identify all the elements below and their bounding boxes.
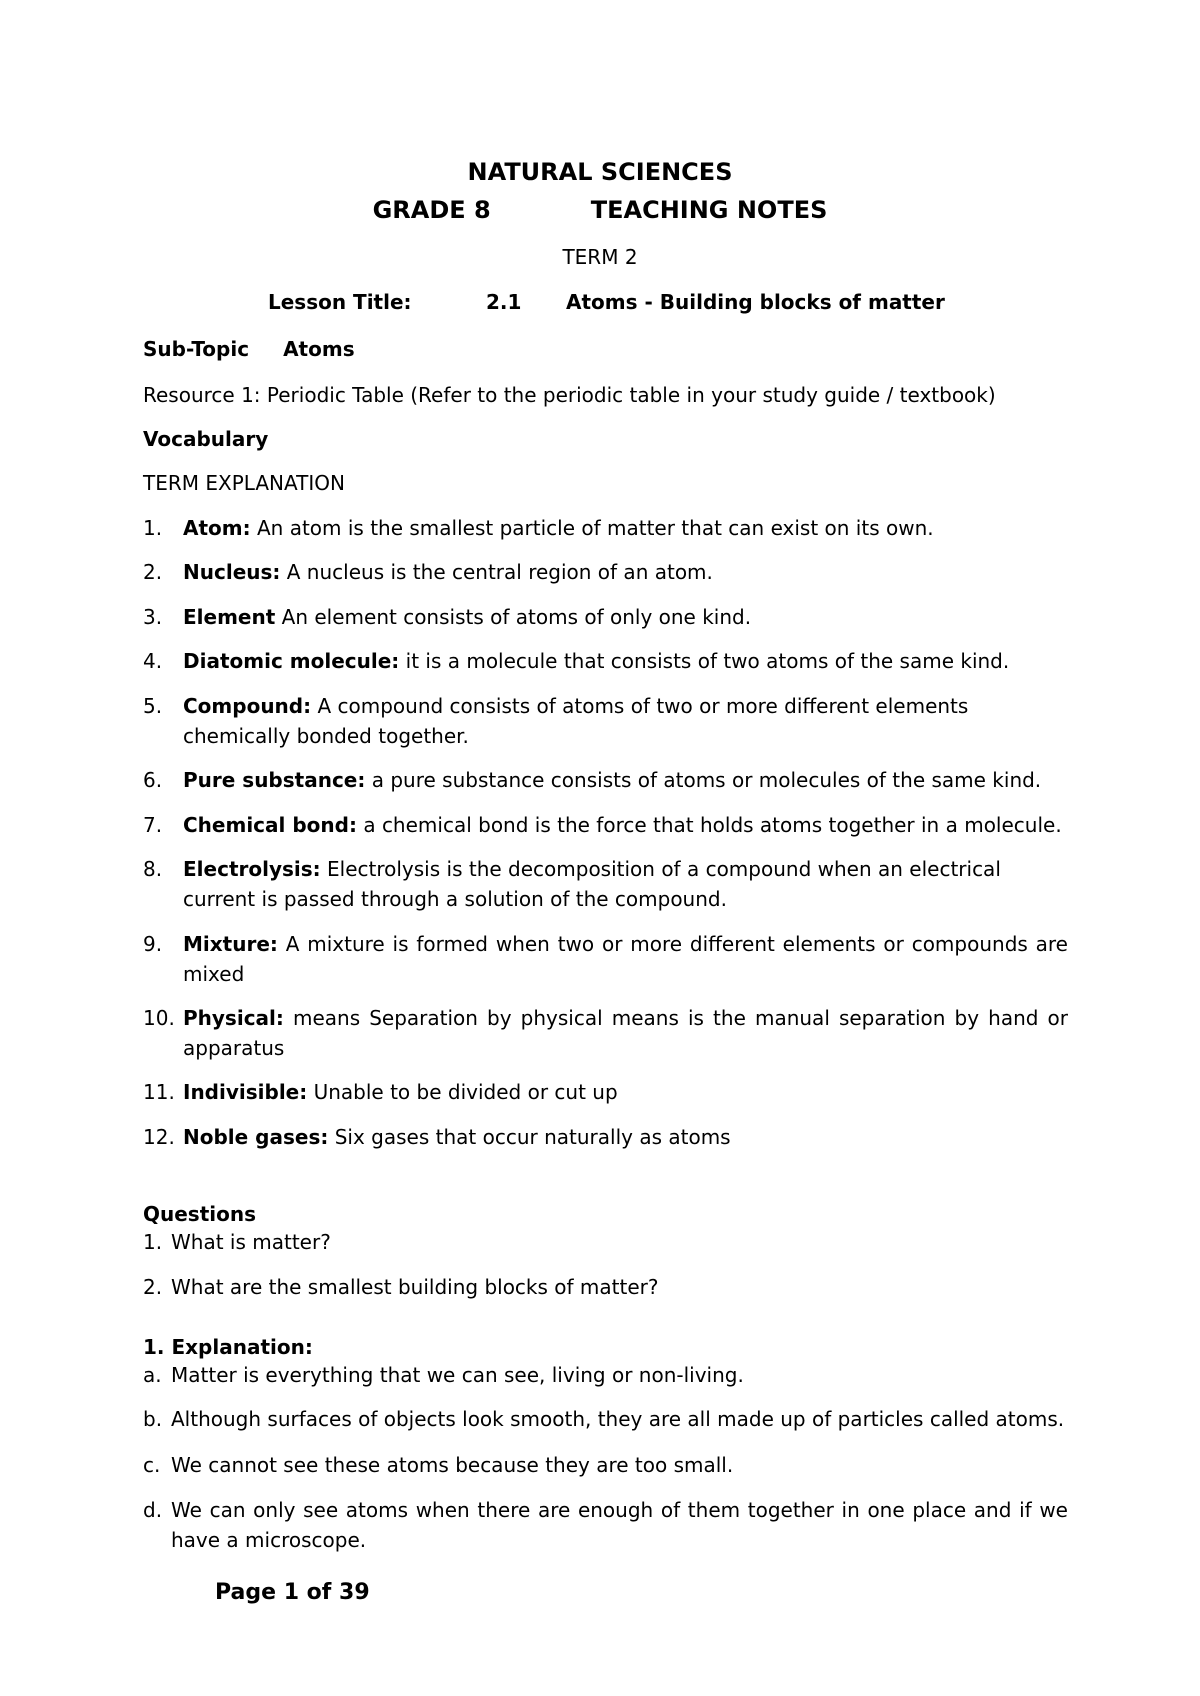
- vocab-item: [143, 929, 1068, 989]
- question-number: 1.: [143, 1230, 163, 1254]
- question-item: [143, 1272, 1068, 1302]
- vocab-definition: An element consists of atoms of only one kind.: [275, 605, 752, 629]
- vocab-definition: An atom is the smallest particle of matter that can exist on its own.: [250, 516, 934, 540]
- lesson-number: 2.1: [486, 290, 522, 314]
- vocab-term: Physical:: [183, 1006, 284, 1030]
- vocab-number: 1.: [143, 516, 163, 540]
- subtopic-row: [143, 337, 355, 361]
- vocab-definition: Six gases that occur naturally as atoms: [328, 1125, 731, 1149]
- lesson-name: Atoms - Building blocks of matter: [566, 290, 945, 314]
- vocab-number: 4.: [143, 649, 163, 673]
- vocab-number: 12.: [143, 1125, 175, 1149]
- vocab-item: [143, 602, 1068, 632]
- term-label: TERM 2: [562, 245, 638, 269]
- explanation-text: We can only see atoms when there are enough of them together in one place and if we have a microscope.: [171, 1498, 1068, 1552]
- vocab-item: [143, 646, 1068, 676]
- vocab-term: Diatomic molecule:: [183, 649, 400, 673]
- vocab-item: [143, 513, 1068, 543]
- explanation-letter: b.: [143, 1407, 163, 1431]
- vocab-number: 5.: [143, 694, 163, 718]
- vocab-definition: it is a molecule that consists of two atoms of the same kind.: [399, 649, 1010, 673]
- vocab-number: 8.: [143, 857, 163, 881]
- explanation-item: [143, 1450, 1068, 1480]
- vocab-number: 11.: [143, 1080, 175, 1104]
- vocab-item: [143, 765, 1068, 795]
- explanation-text: We cannot see these atoms because they are too small.: [171, 1453, 734, 1477]
- vocab-number: 2.: [143, 560, 163, 584]
- explanation-heading: 1. Explanation:: [143, 1335, 313, 1359]
- grade-label: GRADE 8: [372, 196, 491, 224]
- vocab-term: Compound:: [183, 694, 312, 718]
- vocab-term: Element: [183, 605, 276, 629]
- subtopic-value: Atoms: [283, 337, 355, 361]
- vocab-item: [143, 1077, 1068, 1107]
- vocab-number: 10.: [143, 1006, 175, 1030]
- vocab-number: 7.: [143, 813, 163, 837]
- explanation-item: [143, 1404, 1068, 1434]
- vocab-item: [143, 810, 1068, 840]
- vocab-term: Mixture:: [183, 932, 278, 956]
- vocabulary-heading: Vocabulary: [143, 427, 269, 451]
- vocab-item: [143, 854, 1068, 914]
- teaching-notes-label: TEACHING NOTES: [590, 196, 828, 224]
- question-item: [143, 1227, 1068, 1257]
- vocab-definition: Electrolysis is the decomposition of a compound when an electrical current is passed through a solution of the compound.: [183, 857, 1001, 911]
- vocab-definition: A compound consists of atoms of two or more different elements chemically bonded together.: [183, 694, 969, 748]
- vocab-definition: means Separation by physical means is the manual separation by hand or apparatus: [183, 1006, 1068, 1060]
- vocab-definition: A mixture is formed when two or more different elements or compounds are mixed: [183, 932, 1068, 986]
- vocab-definition: A nucleus is the central region of an atom.: [280, 560, 713, 584]
- document-title: NATURAL SCIENCES: [467, 158, 733, 186]
- vocab-term: Chemical bond:: [183, 813, 357, 837]
- explanation-letter: a.: [143, 1363, 162, 1387]
- vocab-item: [143, 1122, 1068, 1152]
- page-footer: Page 1 of 39: [215, 1580, 370, 1605]
- vocab-term: Nucleus:: [183, 560, 281, 584]
- vocab-term: Electrolysis:: [183, 857, 321, 881]
- resource-line: Resource 1: Periodic Table (Refer to the periodic table in your study guide / textbook): [143, 383, 996, 407]
- lesson-title-label: Lesson Title:: [268, 290, 412, 314]
- explanation-text: Although surfaces of objects look smooth, they are all made up of particles called atoms.: [171, 1407, 1065, 1431]
- question-number: 2.: [143, 1275, 163, 1299]
- explanation-text: Matter is everything that we can see, living or non-living.: [171, 1363, 744, 1387]
- vocab-item: [143, 691, 1068, 751]
- vocab-term: Noble gases:: [183, 1125, 329, 1149]
- question-text: What is matter?: [171, 1230, 331, 1254]
- vocab-item: [143, 557, 1068, 587]
- term-explanation-heading: TERM EXPLANATION: [143, 471, 345, 495]
- vocab-item: [143, 1003, 1068, 1063]
- vocab-definition: a pure substance consists of atoms or molecules of the same kind.: [365, 768, 1042, 792]
- vocab-term: Pure substance:: [183, 768, 366, 792]
- explanation-item: [143, 1360, 1068, 1390]
- vocab-number: 6.: [143, 768, 163, 792]
- vocab-term: Indivisible:: [183, 1080, 308, 1104]
- vocab-term: Atom:: [183, 516, 251, 540]
- vocab-number: 9.: [143, 932, 163, 956]
- explanation-item: [143, 1495, 1068, 1555]
- subtopic-label: Sub-Topic: [143, 337, 250, 361]
- explanation-letter: d.: [143, 1498, 163, 1522]
- questions-heading: Questions: [143, 1202, 257, 1226]
- question-text: What are the smallest building blocks of matter?: [171, 1275, 659, 1299]
- vocab-definition: Unable to be divided or cut up: [307, 1080, 618, 1104]
- vocab-definition: a chemical bond is the force that holds atoms together in a molecule.: [356, 813, 1062, 837]
- document-subtitle: [0, 196, 1200, 224]
- vocab-number: 3.: [143, 605, 163, 629]
- explanation-letter: c.: [143, 1453, 161, 1477]
